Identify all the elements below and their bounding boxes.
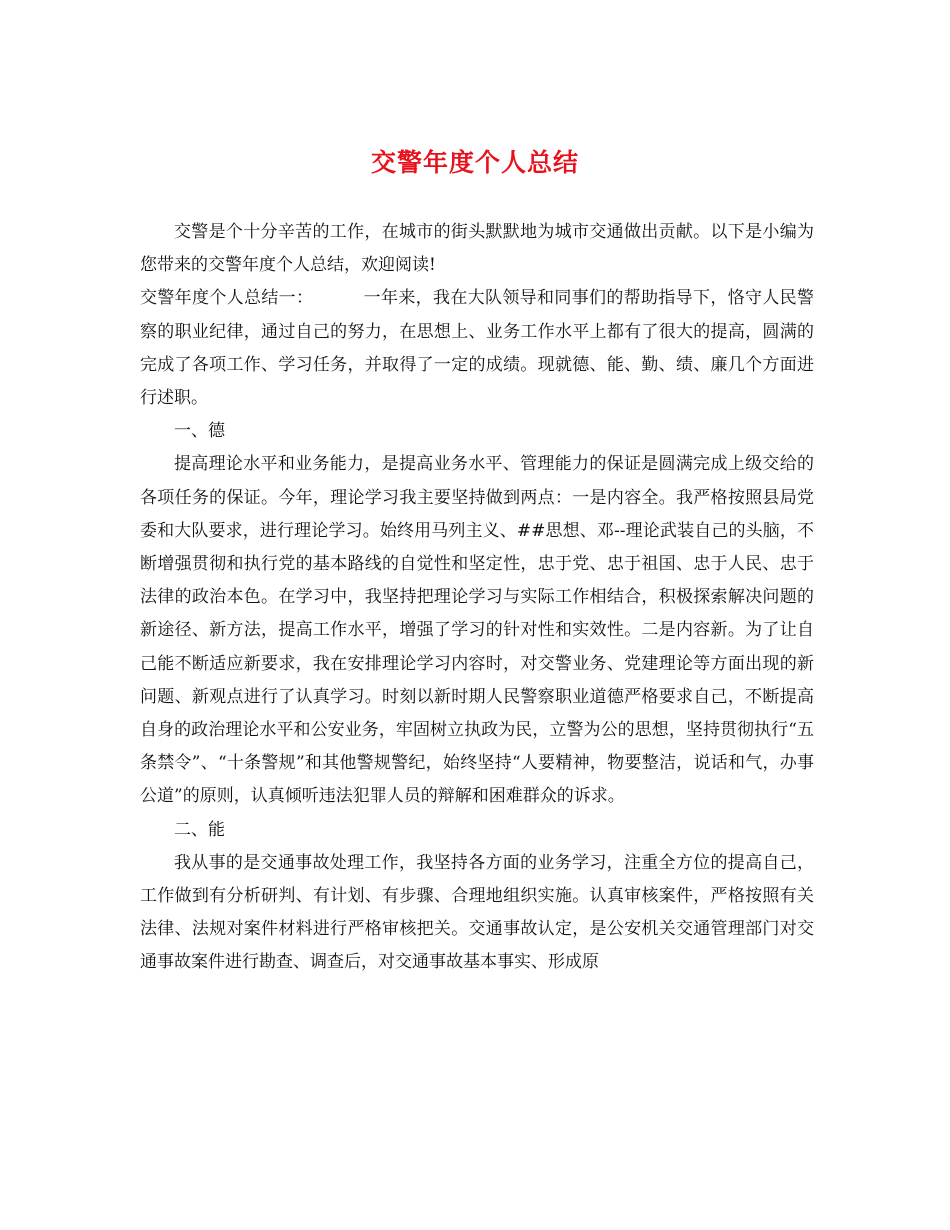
summary-body: 一年来，我在大队领导和同事们的帮助指导下，恪守人民警察的职业纪律，通过自己的努力，在思想上、业务工作水平上都有了很大的提高，圆满的完成了各项工作、学习任务，并取得了一定的成绩。现就德、能、勤、绩、廉几个方面进行述职。 bbox=[140, 288, 815, 409]
intro-paragraph: 交警是个十分辛苦的工作，在城市的街头默默地为城市交通做出贡献。以下是小编为您带来的交警年度个人总结，欢迎阅读! bbox=[140, 222, 814, 276]
summary-heading: 交警年度个人总结一： bbox=[140, 288, 314, 309]
section-body-de: 提高理论水平和业务能力，是提高业务水平、管理能力的保证是圆满完成上级交给的各项任务的保证。今年，理论学习我主要坚持做到两点：一是内容全。我严格按照县局党委和大队要求，进行理论学习。始终用马列主义、##思想、邓--理论武装自己的头脑，不断增强贯彻和执行党的基本路线的自觉性和坚定性，忠于党、忠于祖国、忠于人民、忠于法律的政治本色。在学习中，我坚持把理论学习与实际工作相结合，积极探索解决问题的新途径、新方法，提高工作水平，增强了学习的针对性和实效性。二是内容新。为了让自己能不断适应新要求，我在安排理论学习内容时，对交警业务、党建理论等方面出现的新问题、新观点进行了认真学习。时刻以新时期人民警察职业道德严格要求自己，不断提高自身的政治理论水平和公安业务，牢固树立执政为民，立警为公的思想，坚持贯彻执行“五条禁令”、“十条警规”和其他警规警纪，始终坚持“人要精神，物要整洁，说话和气，办事公道”的原则，认真倾听违法犯罪人员的辩解和困难群众的诉求。 bbox=[140, 454, 814, 807]
section-body-neng: 我从事的是交通事故处理工作，我坚持各方面的业务学习，注重全方位的提高自己，工作做到有分析研判、有计划、有步骤、合理地组织实施。认真审核案件，严格按照有关法律、法规对案件材料进行严格审核把关。交通事故认定，是公安机关交通管理部门对交通事故案件进行勘查、调查后，对交通事故基本事实、形成原 bbox=[140, 852, 814, 973]
document-body bbox=[140, 216, 814, 980]
section-heading-de: 一、德 bbox=[174, 421, 225, 442]
summary-paragraph bbox=[140, 282, 814, 415]
section-heading-neng: 二、能 bbox=[174, 819, 225, 840]
document-title: 交警年度个人总结 bbox=[370, 148, 579, 177]
